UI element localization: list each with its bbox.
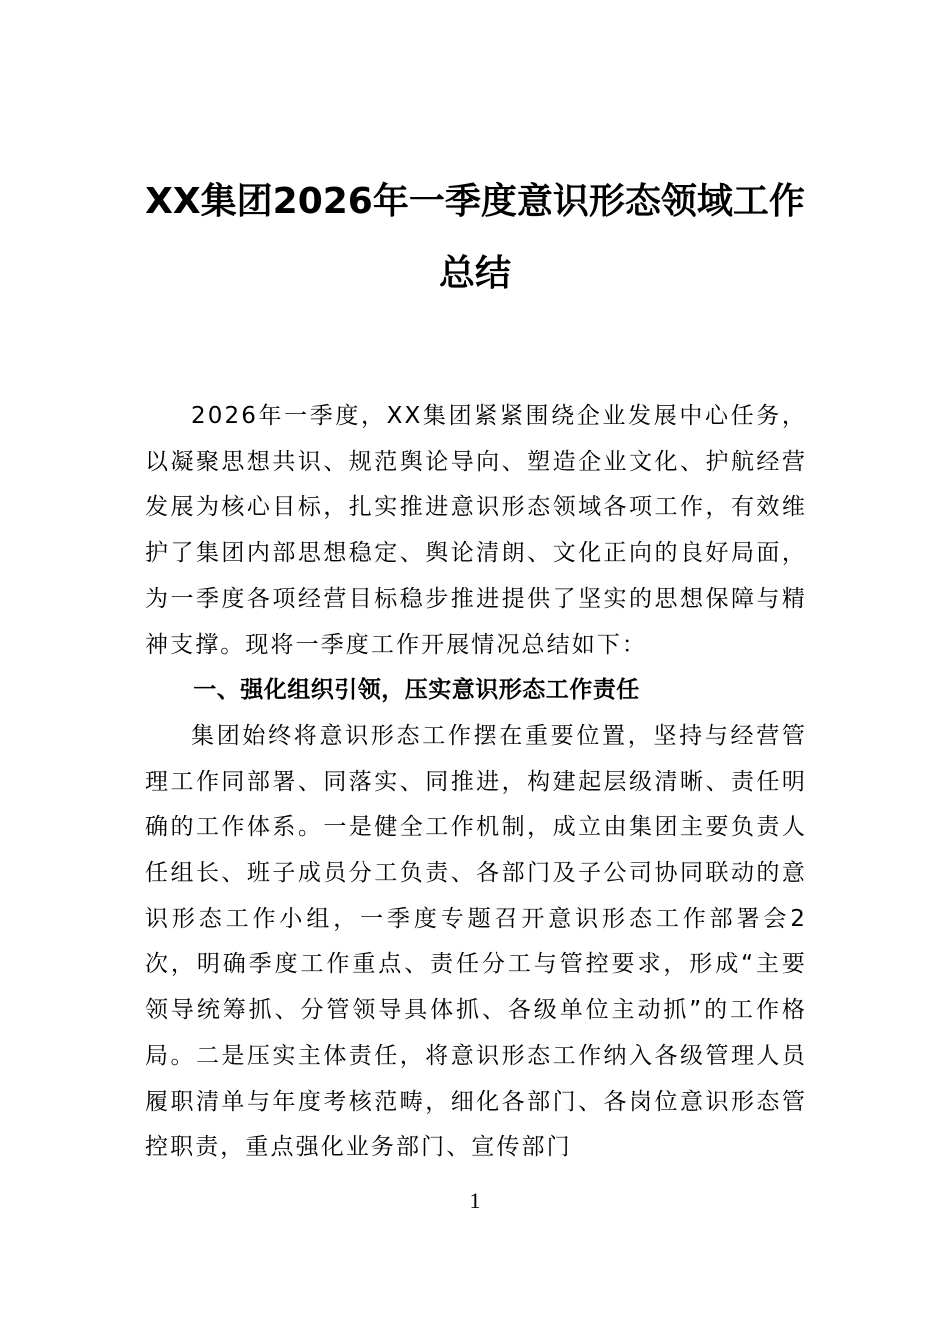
page-number: 1 bbox=[469, 1188, 481, 1213]
document-body bbox=[145, 394, 807, 1171]
section-1-paragraph: 集团始终将意识形态工作摆在重要位置，坚持与经营管理工作同部署、同落实、同推进，构建起层级清晰、责任明确的工作体系。一是健全工作机制，成立由集团主要负责人任组长、班子成员分工负责、各部门及子公司协同联动的意识形态工作小组，一季度专题召开意识形态工作部署会2次，明确季度工作重点、责任分工与管控要求，形成“主要领导统筹抓、分管领导具体抓、各级单位主动抓”的工作格局。二是压实主体责任，将意识形态工作纳入各级管理人员履职清单与年度考核范畴，细化各部门、各岗位意识形态管控职责，重点强化业务部门、宣传部门 bbox=[145, 722, 807, 1161]
intro-paragraph: 2026年一季度，XX集团紧紧围绕企业发展中心任务，以凝聚思想共识、规范舆论导向、塑造企业文化、护航经营发展为核心目标，扎实推进意识形态领域各项工作，有效维护了集团内部思想稳定、舆论清朗、文化正向的良好局面，为一季度各项经营目标稳步推进提供了坚实的思想保障与精神支撑。现将一季度工作开展情况总结如下： bbox=[145, 403, 807, 658]
document-title bbox=[120, 166, 830, 310]
section-1-heading: 一、强化组织引领，压实意识形态工作责任 bbox=[193, 677, 640, 704]
title-line-2: 总结 bbox=[438, 253, 511, 294]
title-line-1: XX集团2026年一季度意识形态领域工作 bbox=[145, 181, 805, 222]
